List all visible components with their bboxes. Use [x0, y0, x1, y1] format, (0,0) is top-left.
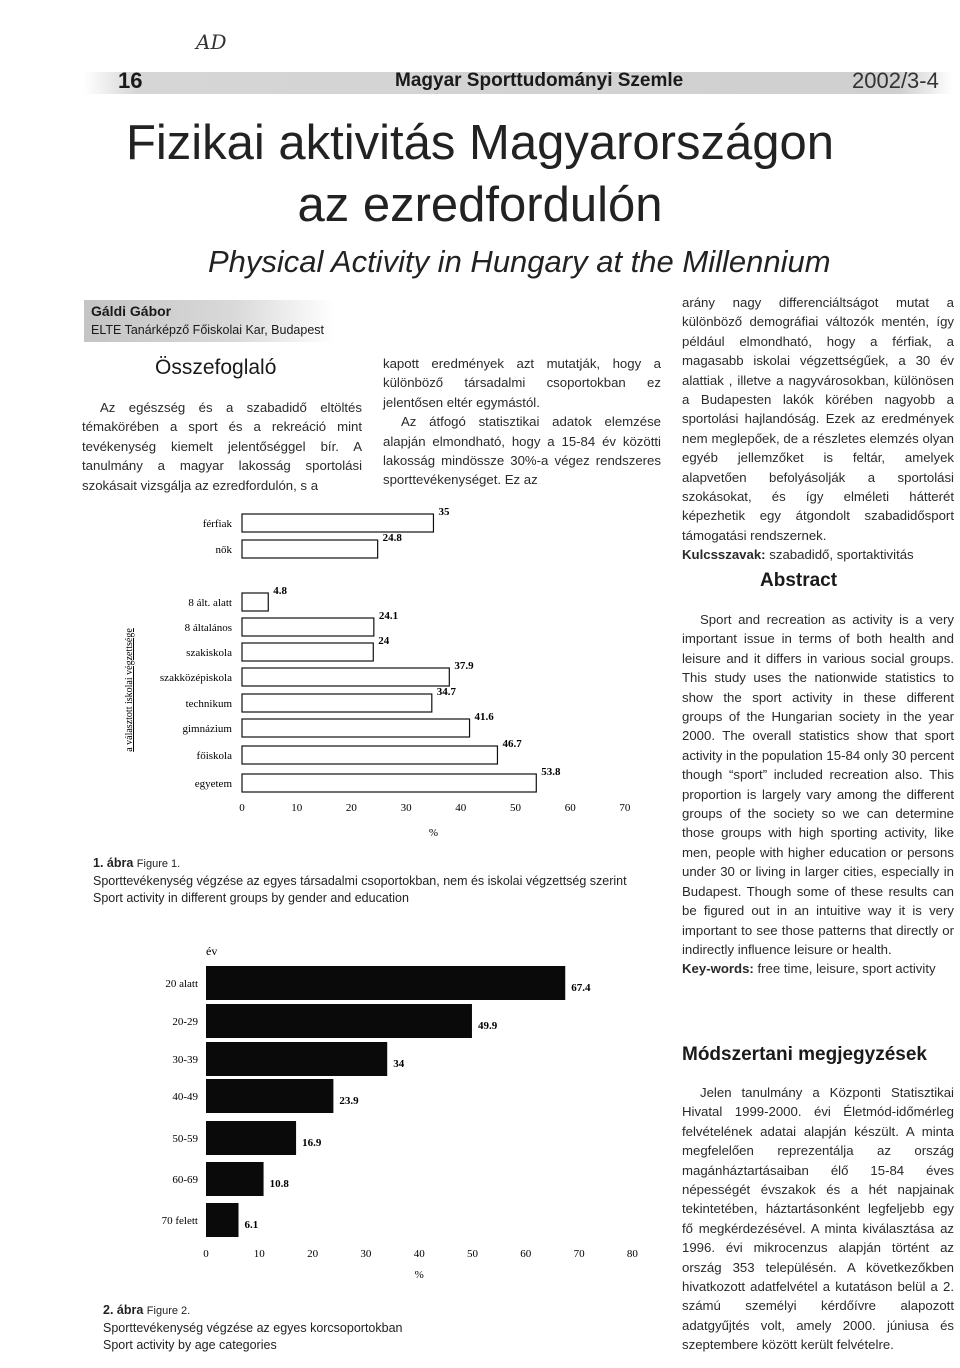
figure-1-caption: [93, 855, 663, 907]
methods-heading: Módszertani megjegyzések: [682, 1044, 927, 1065]
figure-2-caption-en: Sport activity by age categories: [103, 1338, 277, 1352]
fig1-value-label: 4.8: [273, 585, 288, 597]
abstract-hu-col3-text: arány nagy differenciáltságot mutat a különböző demográfiai változók mentén, így például elmondható, hogy a férfiak, a magasabb iskolai végzettségűek, a 30 év alattiak , illetve a nagyvárosokban, különösen a Budapesten lakók körében nagyobb a sportolási hajlandóság. Ezek az eredmények nem meglepőek, de a részletes elemzés olyan egyéb jellemzőket is feltár, amelyek alapvetően befolyásolják a sportolási szokásokat, és így elméleti hátterét képezhetik egy átgondolt szabadidősport támogatási rendszernek.: [682, 295, 954, 543]
keywords-hu-values: szabadidő, sportaktivitás: [769, 547, 914, 563]
fig1-value-label: 24: [378, 635, 390, 647]
abstract-hu-col2-p1: kapott eredmények azt mutatják, hogy a különböző társadalmi csoportokban ez jelentősen eltér egymástól.: [383, 356, 661, 410]
keywords-en-values: free time, leisure, sport activity: [757, 961, 936, 977]
fig2-ylabel: év: [206, 944, 218, 958]
fig2-value-label: 49.9: [477, 1020, 498, 1032]
keywords-en: [682, 959, 954, 978]
fig1-category-label: nők: [215, 544, 232, 556]
fig1-bar: [242, 540, 378, 558]
fig2-category-label: 40-49: [172, 1091, 198, 1103]
fig1-bar: [242, 719, 470, 737]
fig2-xlabel: %: [414, 1269, 424, 1281]
fig2-value-label: 6.1: [244, 1219, 259, 1231]
fig1-bar: [242, 643, 373, 661]
keywords-hu: [682, 545, 954, 564]
fig1-value-label: 53.8: [541, 766, 561, 778]
author-name: Gáldi Gábor: [91, 303, 172, 319]
figure-1-caption-en: Sport activity in different groups by gender and education: [93, 891, 409, 905]
fig1-category-label: szakiskola: [186, 647, 232, 659]
abstract-hu-heading: Összefoglaló: [155, 356, 277, 379]
fig2-value-label: 16.9: [302, 1137, 322, 1149]
fig2-xtick: 60: [520, 1248, 532, 1260]
fig2-xtick: 40: [413, 1248, 425, 1260]
article-subtitle: Physical Activity in Hungary at the Millennium: [208, 244, 831, 279]
fig2-xtick: 20: [307, 1248, 319, 1260]
fig1-bar: [242, 618, 374, 636]
abstract-en-text: Sport and recreation as activity is a very important issue in terms of both health and leisure and it differs in various social groups. This study uses the nationwide statistics to show the sport activity in these different groups of the Hungarian society in the year 2000. The overall statistics show that sport activity in the population 15-84 only 30 percent though “sport” included recreation also. This proportion is largely vary among the different groups of the society so we can determine those groups with high sporting activity, like men, people with higher education or persons under 30 or living in larger cities, especially in Budapest. Though some of these results can be figured out in an intuitive way it is very important to see those patterns that directly or indirectly influence leisure or health.: [682, 612, 954, 957]
fig1-xtick: 40: [455, 802, 467, 814]
fig1-category-label: szakközépiskola: [159, 672, 232, 684]
fig1-value-label: 34.7: [436, 686, 457, 698]
fig1-bar: [242, 774, 536, 792]
fig1-xtick: 50: [510, 802, 521, 814]
fig2-xtick: 80: [626, 1248, 638, 1260]
figure-1-chart: [90, 500, 670, 845]
fig2-category-label: 20-29: [172, 1016, 198, 1028]
fig1-category-label: férfiak: [202, 518, 232, 530]
fig1-category-label: 8 általános: [184, 622, 232, 634]
abstract-hu-col2-p2: Az átfogó statisztikai adatok elemzése alapján elmondható, hogy a 15-84 év közötti lakosság mindössze 30%-a végez rendszeres sporttevékenységet. Ez az: [383, 414, 661, 488]
fig1-xtick: 30: [400, 802, 412, 814]
fig1-value-label: 37.9: [454, 660, 474, 672]
abstract-hu-col1-text: Az egészség és a szabadidő eltöltés témakörében a sport és a rekreáció mint tevékenység kiemelt jelentőséggel bír. A tanulmány a magyar lakosság sportolási szokásait vizsgálja az ezredfordulón, s a: [82, 400, 362, 493]
figure-2-chart: [110, 935, 660, 1285]
fig2-bar: [206, 1079, 333, 1113]
fig2-xtick: 0: [203, 1248, 209, 1260]
title-line-2: az ezredfordulón: [297, 178, 663, 232]
author-affiliation: ELTE Tanárképző Főiskolai Kar, Budapest: [91, 323, 325, 337]
handwritten-mark: AD: [196, 30, 227, 54]
fig1-xlabel: %: [428, 827, 439, 839]
fig1-category-label: technikum: [185, 698, 232, 710]
fig2-category-label: 70 felett: [161, 1215, 198, 1227]
fig1-category-label: gimnázium: [182, 723, 232, 735]
title-line-1: Fizikai aktivitás Magyarországon: [125, 116, 835, 170]
fig2-category-label: 30-39: [172, 1054, 198, 1066]
fig2-bar: [206, 1203, 239, 1237]
abstract-en-heading: Abstract: [760, 570, 838, 591]
fig2-bar: [206, 966, 565, 1000]
fig1-xtick: 10: [291, 802, 303, 814]
keywords-hu-label: Kulcsszavak:: [682, 547, 766, 563]
abstract-en: [682, 610, 954, 979]
fig2-value-label: 23.9: [339, 1095, 359, 1107]
fig2-bar: [206, 1004, 472, 1038]
fig1-bar: [242, 514, 433, 532]
fig1-xtick: 70: [619, 802, 631, 814]
fig1-value-label: 46.7: [502, 738, 522, 750]
fig1-bar: [242, 694, 432, 712]
fig2-bar: [206, 1162, 264, 1196]
fig1-value-label: 35: [438, 506, 450, 518]
fig1-group-label: a választott iskolai végzettsége: [124, 628, 135, 752]
fig1-bar: [242, 746, 497, 764]
issue-number: 2002/3-4: [852, 68, 939, 93]
keywords-en-label: Key-words:: [682, 961, 754, 977]
figure-2-num: 2. ábra: [103, 1303, 144, 1317]
abstract-hu-col1: [82, 398, 362, 495]
figure-1-num: 1. ábra: [93, 856, 134, 870]
fig2-category-label: 50-59: [172, 1133, 198, 1145]
fig2-value-label: 67.4: [571, 982, 591, 994]
figure-2-caption: [103, 1302, 663, 1354]
article-title: [0, 112, 960, 236]
figure-1-caption-hu: Sporttevékenység végzése az egyes társadalmi csoportokban, nem és iskolai végzettség szerint: [93, 874, 627, 888]
fig2-bar: [206, 1042, 387, 1076]
fig1-value-label: 24.1: [378, 610, 399, 622]
fig2-xtick: 30: [360, 1248, 372, 1260]
fig2-xtick: 10: [253, 1248, 265, 1260]
fig1-value-label: 24.8: [382, 532, 402, 544]
fig1-value-label: 41.6: [474, 711, 494, 723]
abstract-hu-col2: [383, 354, 661, 490]
page-number: 16: [118, 68, 143, 93]
fig2-value-label: 34: [393, 1058, 405, 1070]
figure-1-fig: Figure 1.: [136, 858, 181, 870]
fig1-bar: [242, 593, 268, 611]
figure-2-caption-hu: Sporttevékenység végzése az egyes korcsoportokban: [103, 1321, 403, 1335]
fig2-xtick: 70: [573, 1248, 585, 1260]
fig2-bar: [206, 1121, 296, 1155]
journal-name: Magyar Sporttudományi Szemle: [395, 70, 684, 91]
fig1-category-label: főiskola: [196, 750, 232, 762]
fig1-category-label: 8 ált. alatt: [188, 597, 232, 609]
fig1-bar: [242, 668, 449, 686]
fig1-category-label: egyetem: [194, 778, 232, 790]
fig2-category-label: 60-69: [172, 1174, 198, 1186]
fig2-value-label: 10.8: [269, 1178, 289, 1190]
abstract-hu-col3: [682, 293, 954, 565]
fig1-xtick: 20: [345, 802, 357, 814]
fig2-xtick: 50: [467, 1248, 478, 1260]
fig1-xtick: 0: [239, 802, 245, 814]
figure-2-fig: Figure 2.: [146, 1305, 191, 1317]
fig1-xtick: 60: [564, 802, 576, 814]
fig2-category-label: 20 alatt: [165, 978, 198, 990]
methods-text: Jelen tanulmány a Központi Statisztikai Hivatal 1999-2000. évi Életmód-időmérleg felvételének adatai alapján készült. A minta megfelelően reprezentálja az ország magánháztartásaiban élő 15-84 éves népességét évszakok és a hét napjainak tekintetében, háztartásonként legfeljebb egy fő megkérdezésével. A minta kiválasztása az 1996. évi mikrocenzus alapján történt az ország 353 településén. A következőkben hivatkozott adatfelvétel a kutatáson belül a 2. számú személyi kérdőívre alapozott adatgyűjtés volt, amely 2000. júniusa és szeptembere között került felvételre.: [682, 1085, 954, 1353]
methods-section: [682, 1083, 954, 1355]
